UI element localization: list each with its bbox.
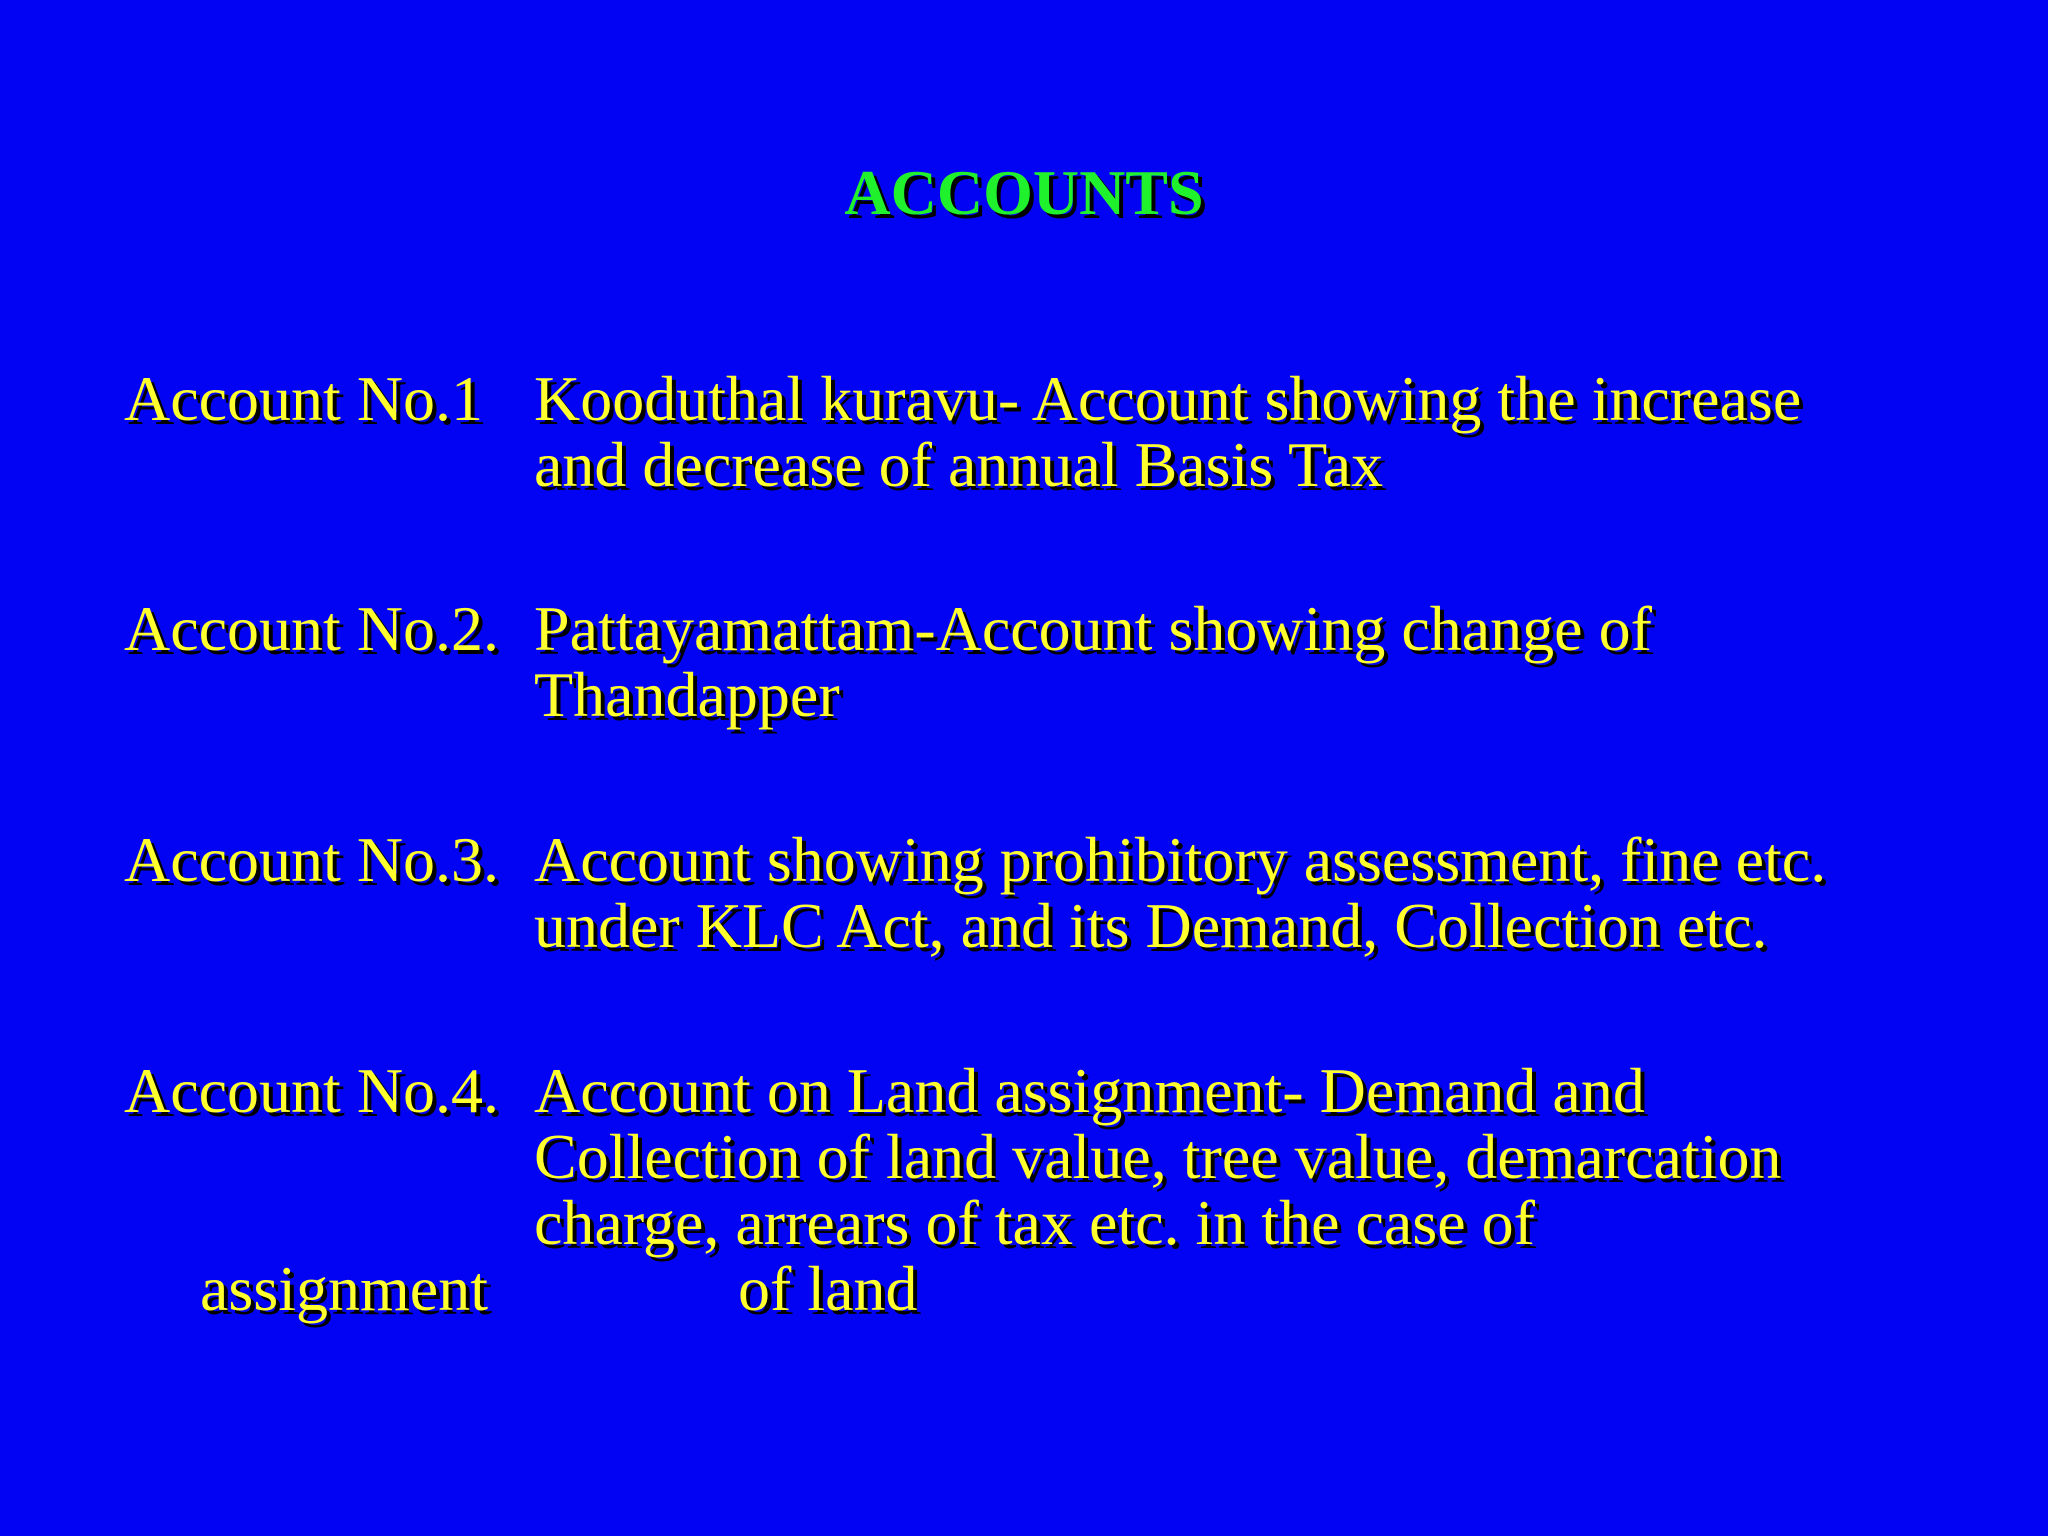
account-3-description-line-1: Account showing prohibitory assessment, fine etc. [534,824,1827,895]
account-4-description-tail-right: of land [738,1253,918,1324]
account-4-description-line-2: Collection of land value, tree value, demarcation [534,1121,1782,1192]
slide-title: ACCOUNTS [844,157,1204,228]
account-1-label: Account No.1 [124,363,484,434]
account-3-description-line-2: under KLC Act, and its Demand, Collection etc. [534,890,1768,961]
account-2-label: Account No.2. [124,593,500,664]
account-4-description-line-3: charge, arrears of tax etc. in the case of [534,1187,1535,1258]
account-1-description-line-1: Kooduthal kuravu- Account showing the increase [534,363,1802,434]
account-2-description-line-2: Thandapper [534,659,840,730]
account-1-description-line-2: and decrease of annual Basis Tax [534,429,1384,500]
account-4-description-tail-left: assignment [200,1253,488,1324]
account-4-description-line-1: Account on Land assignment- Demand and [534,1055,1645,1126]
account-2-description-line-1: Pattayamattam-Account showing change of [534,593,1652,664]
account-4-label: Account No.4. [124,1055,500,1126]
account-3-label: Account No.3. [124,824,500,895]
